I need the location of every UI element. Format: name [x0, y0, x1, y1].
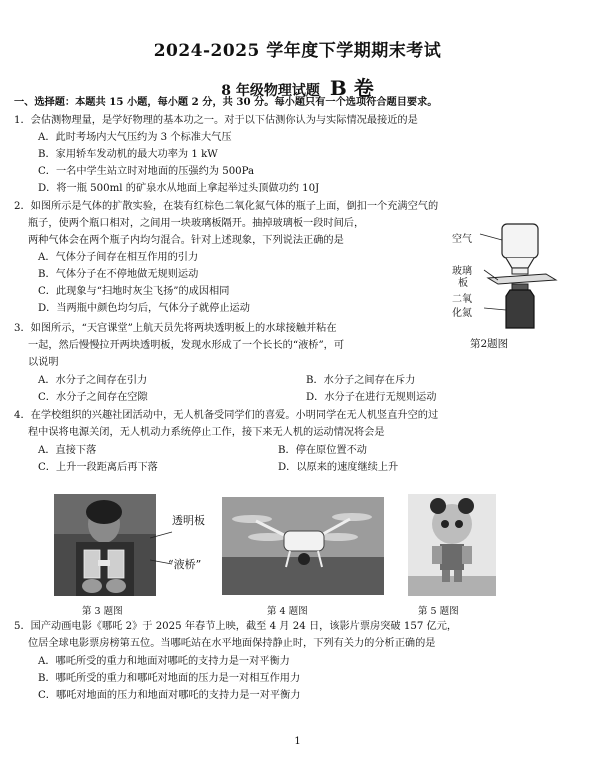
astronaut-liquid-bridge-image — [54, 494, 156, 596]
q4-fig-caption: 第 4 题图 — [267, 606, 308, 617]
q2-stem-line2: 瓶子，使两个瓶口相对，之间用一块玻璃板隔开。抽掉玻璃板一段时间后， — [28, 218, 365, 229]
q3-option-c: C．水分子之间存在空隙 — [38, 392, 148, 403]
q5-option-b: B．哪吒所受的重力和哪吒对地面的压力是一对相互作用力 — [38, 673, 301, 684]
q2-option-a: A．气体分子间存在相互作用的引力 — [38, 252, 199, 263]
q1-option-a: A．此时考场内大气压约为 3 个标准大气压 — [38, 132, 232, 143]
q5-option-a: A．哪吒所受的重力和地面对哪吒的支持力是一对平衡力 — [38, 656, 290, 667]
nezha-character-image — [408, 494, 496, 596]
q2-stem-line1: 2．如图所示是气体的扩散实验，在装有红棕色二氧化氮气体的瓶子上面，倒扣一个充满空气的 — [14, 201, 439, 212]
q1-option-c: C．一名中学生站立时对地面的压强约为 500Pa — [38, 166, 255, 177]
exam-title: 2024-2025 学年度下学期期末考试 — [153, 41, 442, 61]
q3-stem-line1: 3．如图所示，“天宫课堂”上航天员先将两块透明板上的水球接触并粘在 — [14, 323, 337, 334]
q2-option-c: C．此现象与“扫地时灰尘飞扬”的成因相同 — [38, 286, 230, 297]
paper-version: B 卷 — [329, 76, 374, 100]
q5-option-c: C．哪吒对地面的压力和地面对哪吒的支持力是一对平衡力 — [38, 690, 301, 701]
grade-subject: 8 年级物理试题 — [221, 83, 320, 99]
q3-option-d: D．水分子在进行无规则运动 — [306, 392, 437, 403]
q4-stem-line2: 程中误将电源关闭，无人机动力系统停止工作，接下来无人机的运动情况将会是 — [28, 427, 385, 438]
q3-stem-line2: 一起，然后慢慢拉开两块透明板，发现水形成了一个长长的“液桥”，可 — [28, 340, 345, 351]
q4-option-a: A．直接下落 — [38, 445, 97, 456]
q3-option-b: B．水分子之间存在斥力 — [306, 375, 416, 386]
q5-stem-line2: 位居全球电影票房榜第五位。当哪吒站在水平地面保持静止时，下列有关力的分析正确的是 — [28, 638, 436, 649]
drone-image — [222, 497, 384, 595]
q4-option-d: D．以原来的速度继续上升 — [278, 462, 399, 473]
q2-fig-caption: 第2题图 — [470, 338, 509, 350]
q3-photo-astronaut — [54, 494, 156, 596]
q3-fig-label-plate: 透明板 — [172, 514, 205, 527]
page-number: 1 — [294, 736, 301, 747]
section-heading: 一、选择题：本题共 15 小题，每小题 2 分，共 30 分。每小题只有一个选项符合题目要求。 — [14, 96, 438, 108]
q4-photo-drone — [222, 497, 384, 595]
q5-fig-caption: 第 5 题图 — [418, 606, 459, 617]
q2-fig-label-air: 空气 — [452, 234, 472, 245]
q2-fig-label-no2-2: 化氮 — [452, 308, 472, 319]
q3-stem-line3: 以说明 — [28, 357, 59, 368]
q2-stem-line3: 两种气体会在两个瓶子内均匀混合。针对上述现象，下列说法正确的是 — [28, 235, 344, 246]
q4-option-b: B．停在原位置不动 — [278, 445, 367, 456]
q2-option-d: D．当两瓶中颜色均匀后，气体分子就停止运动 — [38, 303, 250, 314]
q4-stem-line1: 4．在学校组织的兴趣社团活动中，无人机备受同学们的喜爱。小明同学在无人机竖直升空的过 — [14, 410, 439, 421]
q4-option-c: C．上升一段距离后再下落 — [38, 462, 158, 473]
q2-fig-label-glass1: 玻璃 — [452, 266, 472, 277]
q2-fig-label-glass2: 板 — [458, 278, 468, 289]
q3-fig-label-bridge: “液桥” — [168, 558, 202, 571]
q5-stem-line1: 5．国产动画电影《哪吒 2》于 2025 年春节上映，截至 4 月 24 日，该影片票房突破 157 亿元， — [14, 621, 458, 632]
q2-fig-label-no2-1: 二氧 — [452, 294, 472, 305]
q1-stem: 1．会估测物理量，是学好物理的基本功之一。对于以下估测你认为与实际情况最接近的是 — [14, 115, 418, 126]
q1-option-d: D．将一瓶 500ml 的矿泉水从地面上拿起举过头顶做功约 10J — [38, 183, 320, 194]
q3-fig-caption: 第 3 题图 — [82, 606, 123, 617]
q1-option-b: B．家用轿车发动机的最大功率为 1 kW — [38, 149, 218, 160]
q5-photo-nezha — [408, 494, 496, 596]
q2-option-b: B．气体分子在不停地做无规则运动 — [38, 269, 199, 280]
q3-option-a: A．水分子之间存在引力 — [38, 375, 148, 386]
